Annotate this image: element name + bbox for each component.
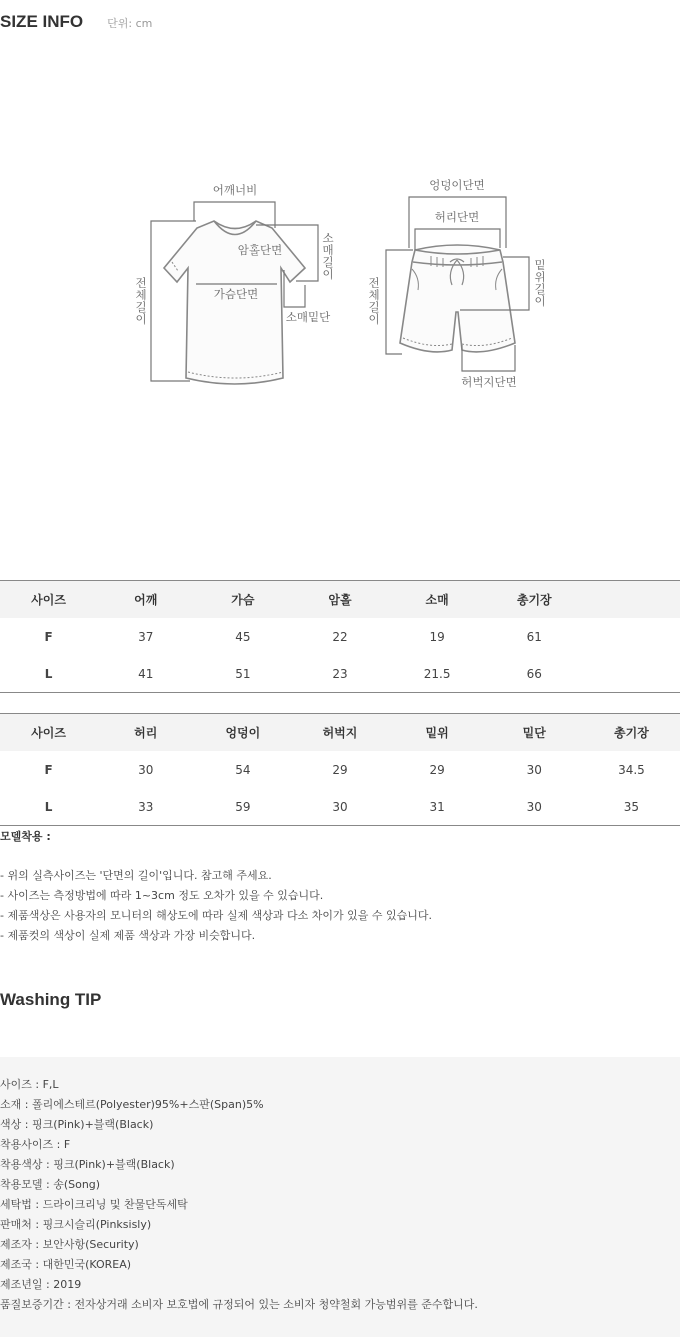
table-cell: 29 [429,762,445,777]
info-item: 소재 : 폴리에스테르(Polyester)95%+스판(Span)5% [0,1098,264,1111]
bottom-total-length-char-1: 전 [368,276,380,290]
sleeve-length-char-1: 소 [322,231,334,245]
table-cell [583,655,680,693]
bottom-total-length-char-2: 체 [368,288,380,302]
table-cell: 41 [97,655,194,693]
table-cell: 30 [291,788,388,826]
note-item: - 위의 실측사이즈는 '단면의 길이'입니다. 참고해 주세요. [0,869,272,882]
table-cell: 33 [97,788,194,826]
rise-char-3: 길 [534,282,546,296]
info-item: 세탁법 : 드라이크리닝 및 찬물단독세탁 [0,1198,188,1211]
table-row [0,788,680,826]
size-notes [0,866,432,946]
header-cell [583,581,680,619]
table-cell: 59 [194,788,291,826]
table-cell: 34.5 [618,762,645,777]
sleeve-hem-label: 소매밑단 [285,310,331,324]
table-row [0,655,680,693]
thigh-label: 허벅지단면 [461,375,517,389]
waist-label: 허리단면 [434,210,480,224]
info-item: 품질보증기간 : 전자상거래 소비자 보호법에 규정되어 있는 소비자 청약철회 가능범위를 준수합니다. [0,1298,478,1311]
top-total-length-char-2: 체 [135,288,147,302]
header-cell: 가슴 [194,581,291,619]
table-cell: 66 [486,655,583,693]
header-cell: 허리 [97,714,194,752]
table-cell: 19 [429,629,445,644]
size-cell: F [44,629,53,644]
size-cell: L [0,788,97,826]
info-item: 제조년일 : 2019 [0,1278,82,1291]
table-cell: 30 [138,762,154,777]
rise-char-1: 밑 [534,258,546,272]
note-item: - 제품컷의 색상이 실제 제품 색상과 가장 비슷합니다. [0,929,256,942]
bottom-total-length-char-4: 이 [368,312,380,326]
top-size-table [0,580,680,693]
table-cell: 29 [332,762,348,777]
table-cell: 30 [526,762,542,777]
table-cell: 54 [235,762,251,777]
table-cell: 37 [138,629,154,644]
table-row [0,751,680,788]
header-cell: 사이즈 [0,581,97,619]
table-cell: 31 [389,788,486,826]
header-cell: 어깨 [97,581,194,619]
info-item: 사이즈 : F,L [0,1078,59,1091]
table-cell [583,618,680,655]
top-total-length-char-4: 이 [135,312,147,326]
table-cell: 23 [291,655,388,693]
size-info-title: SIZE INFO [0,12,84,31]
bottom-size-table [0,713,680,826]
table-header-row [0,581,680,619]
header-cell: 소매 [389,581,486,619]
size-diagram [0,170,680,400]
product-info-list [0,1057,680,1315]
header-cell: 밑위 [389,714,486,752]
info-item: 색상 : 핑크(Pink)+블랙(Black) [0,1118,154,1131]
table-cell: 35 [583,788,680,826]
sleeve-length-char-2: 매 [322,243,334,257]
top-total-length-char-1: 전 [135,276,147,290]
info-item: 착용사이즈 : F [0,1138,71,1151]
product-info-panel [0,1057,680,1337]
top-total-length-char-3: 길 [135,300,147,314]
header-cell: 암홀 [291,581,388,619]
info-item: 제조국 : 대한민국(KOREA) [0,1258,132,1271]
chest-label: 가슴단면 [213,287,259,301]
size-info-header [0,12,152,32]
info-item: 착용색상 : 핑크(Pink)+블랙(Black) [0,1158,175,1171]
header-cell: 사이즈 [0,714,97,752]
table-header-row [0,714,680,752]
header-cell: 총기장 [486,581,583,619]
note-item: - 사이즈는 측정방법에 따라 1~3cm 정도 오차가 있을 수 있습니다. [0,889,324,902]
table-cell: 30 [486,788,583,826]
table-row [0,618,680,655]
size-cell: F [44,762,53,777]
model-fit-label: 모델착용 : [0,830,51,843]
header-cell: 엉덩이 [194,714,291,752]
table-cell: 21.5 [389,655,486,693]
header-cell: 밑단 [486,714,583,752]
size-cell: L [0,655,97,693]
info-item: 판매처 : 핑크시슬리(Pinksisly) [0,1218,152,1231]
table-cell: 51 [194,655,291,693]
washing-tip-title: Washing TIP [0,990,102,1009]
info-item: 제조자 : 보안사항(Security) [0,1238,139,1251]
bottom-total-length-char-3: 길 [368,300,380,314]
unit-label: 단위: cm [107,17,153,30]
header-cell: 허벅지 [291,714,388,752]
table-cell: 61 [526,629,542,644]
sleeve-length-char-4: 이 [322,267,334,281]
header-cell: 총기장 [583,714,680,752]
table-cell: 22 [332,629,348,644]
note-item: - 제품색상은 사용자의 모니터의 해상도에 따라 실제 색상과 다소 차이가 있을 수 있습니다. [0,909,432,922]
shoulder-label: 어깨너비 [212,183,258,197]
rise-char-2: 위 [534,270,546,284]
armhole-label: 암홀단면 [237,243,283,257]
sleeve-length-char-3: 길 [322,255,334,269]
table-cell: 45 [235,629,251,644]
rise-char-4: 이 [534,294,546,308]
shorts-illustration [400,245,515,352]
info-item: 착용모델 : 송(Song) [0,1178,101,1191]
hip-label: 엉덩이단면 [429,178,485,192]
